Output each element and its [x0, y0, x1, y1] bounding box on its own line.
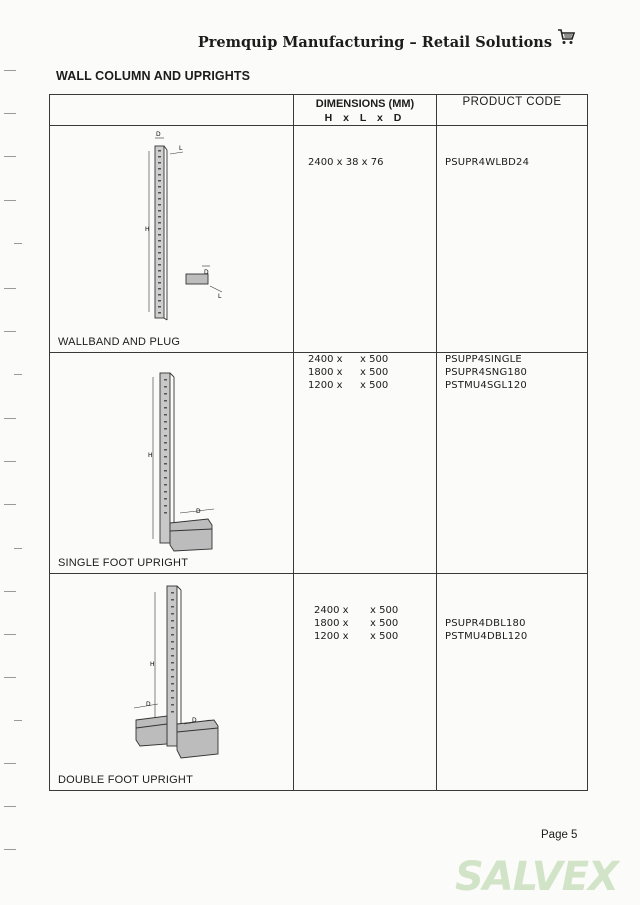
drawing-label-d: D [196, 508, 201, 515]
wallband-codes [437, 126, 588, 353]
header-dimensions [294, 95, 437, 126]
dimension-depth: x 500 [370, 618, 399, 629]
dimensions-heading: DIMENSIONS (MM) [315, 98, 415, 110]
binder-margin [0, 0, 30, 905]
drawing-label-plug-l: L [218, 293, 222, 300]
dimensions-axes: H x L x D [324, 112, 406, 124]
table-row [50, 353, 588, 574]
dimension-height: 2400 x [308, 354, 343, 365]
dimension-line [294, 617, 436, 630]
dimension-height: 1200 x [308, 380, 343, 391]
dimension-depth: x 500 [360, 367, 389, 378]
drawing-label-d: D [156, 131, 161, 138]
product-code: PSUPR4DBL180 [445, 618, 526, 629]
dimension-line [294, 604, 436, 617]
row-label-single-foot: SINGLE FOOT UPRIGHT [58, 557, 189, 569]
product-code: PSUPR4WLBD24 [445, 157, 530, 168]
dimension-line [294, 353, 436, 366]
dimension-height: 2400 x [314, 605, 349, 616]
double-foot-dimensions [294, 574, 437, 791]
document-header-title: Premquip Manufacturing – Retail Solutions [197, 34, 552, 51]
double-foot-drawing-cell [50, 574, 294, 791]
wallband-drawing-cell [50, 126, 294, 353]
shopping-cart-icon [556, 27, 576, 47]
drawing-label-h: H [145, 226, 150, 233]
table-header-row [50, 95, 588, 126]
row-label-double-foot: DOUBLE FOOT UPRIGHT [58, 774, 193, 786]
dimension-depth: x 500 [360, 380, 389, 391]
dimension-depth: x 500 [370, 631, 399, 642]
page-number: Page 5 [541, 829, 578, 841]
header-product-code [437, 95, 588, 126]
single-foot-codes [437, 353, 588, 574]
drawing-label-h: H [150, 661, 155, 668]
dimension-line: 2400 x 38 x 76 [308, 157, 384, 168]
dimension-depth: x 500 [370, 605, 399, 616]
double-foot-upright-drawing [50, 574, 293, 790]
product-spec-table [49, 94, 588, 791]
product-code: PSUPR4SNG180 [445, 367, 528, 378]
dimension-line [294, 379, 436, 392]
section-title: WALL COLUMN AND UPRIGHTS [56, 69, 251, 83]
product-code-heading: PRODUCT CODE [462, 96, 562, 108]
drawing-label-l: L [179, 145, 183, 152]
product-code [437, 604, 587, 617]
single-foot-drawing-cell [50, 353, 294, 574]
row-label-wallband: WALLBAND AND PLUG [58, 336, 181, 348]
dimension-line [294, 366, 436, 379]
double-foot-codes [437, 574, 588, 791]
dimension-height: 1800 x [314, 618, 349, 629]
single-foot-dimensions [294, 353, 437, 574]
table-row [50, 574, 588, 791]
dimension-line [294, 630, 436, 643]
product-code: PSUPP4SINGLE [445, 354, 522, 365]
drawing-label-d-left: D [146, 701, 151, 708]
dimension-height: 1200 x [314, 631, 349, 642]
single-foot-upright-drawing [50, 353, 293, 573]
wallband-plug-drawing [50, 126, 293, 352]
header-image-cell [50, 95, 294, 126]
drawing-label-d-right: D [192, 717, 197, 724]
drawing-label-plug-d: D [204, 269, 209, 276]
wallband-dimensions [294, 126, 437, 353]
table-row [50, 126, 588, 353]
product-code: PSTMU4DBL120 [445, 631, 528, 642]
watermark-logo: SALVEX [455, 854, 618, 900]
drawing-label-h: H [148, 452, 153, 459]
dimension-depth: x 500 [360, 354, 389, 365]
dimension-height: 1800 x [308, 367, 343, 378]
product-code: PSTMU4SGL120 [445, 380, 527, 391]
